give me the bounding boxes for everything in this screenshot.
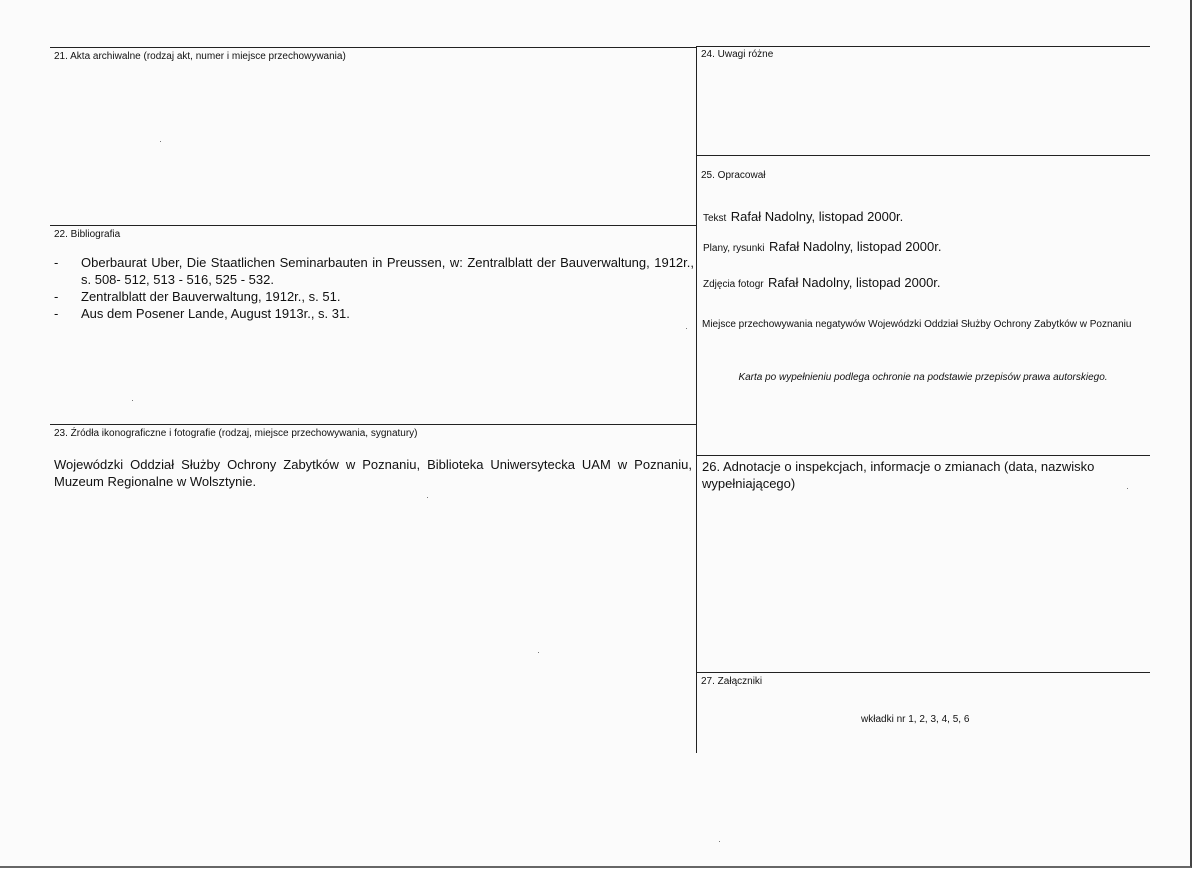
- rule-22: [50, 225, 696, 226]
- section-24-label: 24. Uwagi różne: [701, 49, 774, 60]
- tekst-label: Tekst: [703, 213, 727, 224]
- section-21-label: 21. Akta archiwalne (rodzaj akt, numer i miejsce przechowywania): [54, 51, 346, 62]
- section-22-label: 22. Bibliografia: [54, 229, 121, 240]
- copyright-note: Karta po wypełnieniu podlega ochronie na podstawie przepisów prawa autorskiego.: [738, 372, 1108, 383]
- zdjecia-row: [703, 274, 941, 292]
- scan-speck: [686, 328, 687, 329]
- list-item: [54, 254, 694, 288]
- section-25-label: 25. Opracował: [701, 170, 766, 181]
- rule-26: [696, 455, 1150, 456]
- section-27-label: 27. Załączniki: [701, 676, 763, 687]
- scan-speck: [1127, 488, 1128, 489]
- zdjecia-value: Rafał Nadolny, listopad 2000r.: [768, 275, 941, 290]
- bibliography-entry: Zentralblatt der Bauverwaltung, 1912r., s. 51.: [81, 289, 341, 304]
- rule-27: [696, 672, 1150, 673]
- bullet-dash: -: [54, 255, 59, 270]
- rule-25: [696, 155, 1150, 156]
- tekst-row: [703, 208, 903, 226]
- tekst-value: Rafał Nadolny, listopad 2000r.: [730, 209, 904, 224]
- scan-speck: [132, 400, 133, 401]
- rule-23: [50, 424, 696, 425]
- scan-speck: [160, 141, 161, 142]
- rule-top-right: [696, 46, 1150, 47]
- section-23-label: 23. Źródła ikonograficzne i fotografie (rodzaj, miejsce przechowywania, sygnatury): [54, 428, 418, 439]
- bullet-dash: -: [54, 306, 59, 321]
- bibliography-list: [54, 254, 694, 322]
- zdjecia-label: Zdjęcia fotogr: [703, 279, 764, 290]
- list-item: [54, 305, 694, 322]
- bullet-dash: -: [54, 289, 59, 304]
- scan-speck: [719, 841, 720, 842]
- scan-speck: [538, 652, 539, 653]
- plany-label: Plany, rysunki: [703, 243, 765, 254]
- plany-row: [703, 238, 941, 256]
- center-divider: [696, 46, 697, 753]
- list-item: [54, 288, 694, 305]
- section-26-text: 26. Adnotacje o inspekcjach, informacje o zmianach (data, nazwisko wypełniającego): [702, 459, 1095, 491]
- negatives-location: Miejsce przechowywania negatywów Wojewódzki Oddział Służby Ochrony Zabytków w Poznaniu: [702, 319, 1132, 330]
- attachments-list: wkładki nr 1, 2, 3, 4, 5, 6: [861, 714, 970, 725]
- bibliography-entry: Oberbaurat Uber, Die Staatlichen Seminarbauten in Preussen, w: Zentralblatt der Bauverwaltung, 1912r., s. 508- 512, 513 - 516, 525 - 532.: [81, 255, 694, 287]
- plany-value: Rafał Nadolny, listopad 2000r.: [768, 239, 942, 254]
- bibliography-entry: Aus dem Posener Lande, August 1913r., s. 31.: [81, 306, 350, 321]
- rule-top-left: [50, 47, 696, 48]
- scan-speck: [427, 497, 428, 498]
- section-23-text: Wojewódzki Oddział Służby Ochrony Zabytków w Poznaniu, Biblioteka Uniwersytecka UAM w Poznaniu, Muzeum Regionalne w Wolsztynie.: [54, 457, 692, 489]
